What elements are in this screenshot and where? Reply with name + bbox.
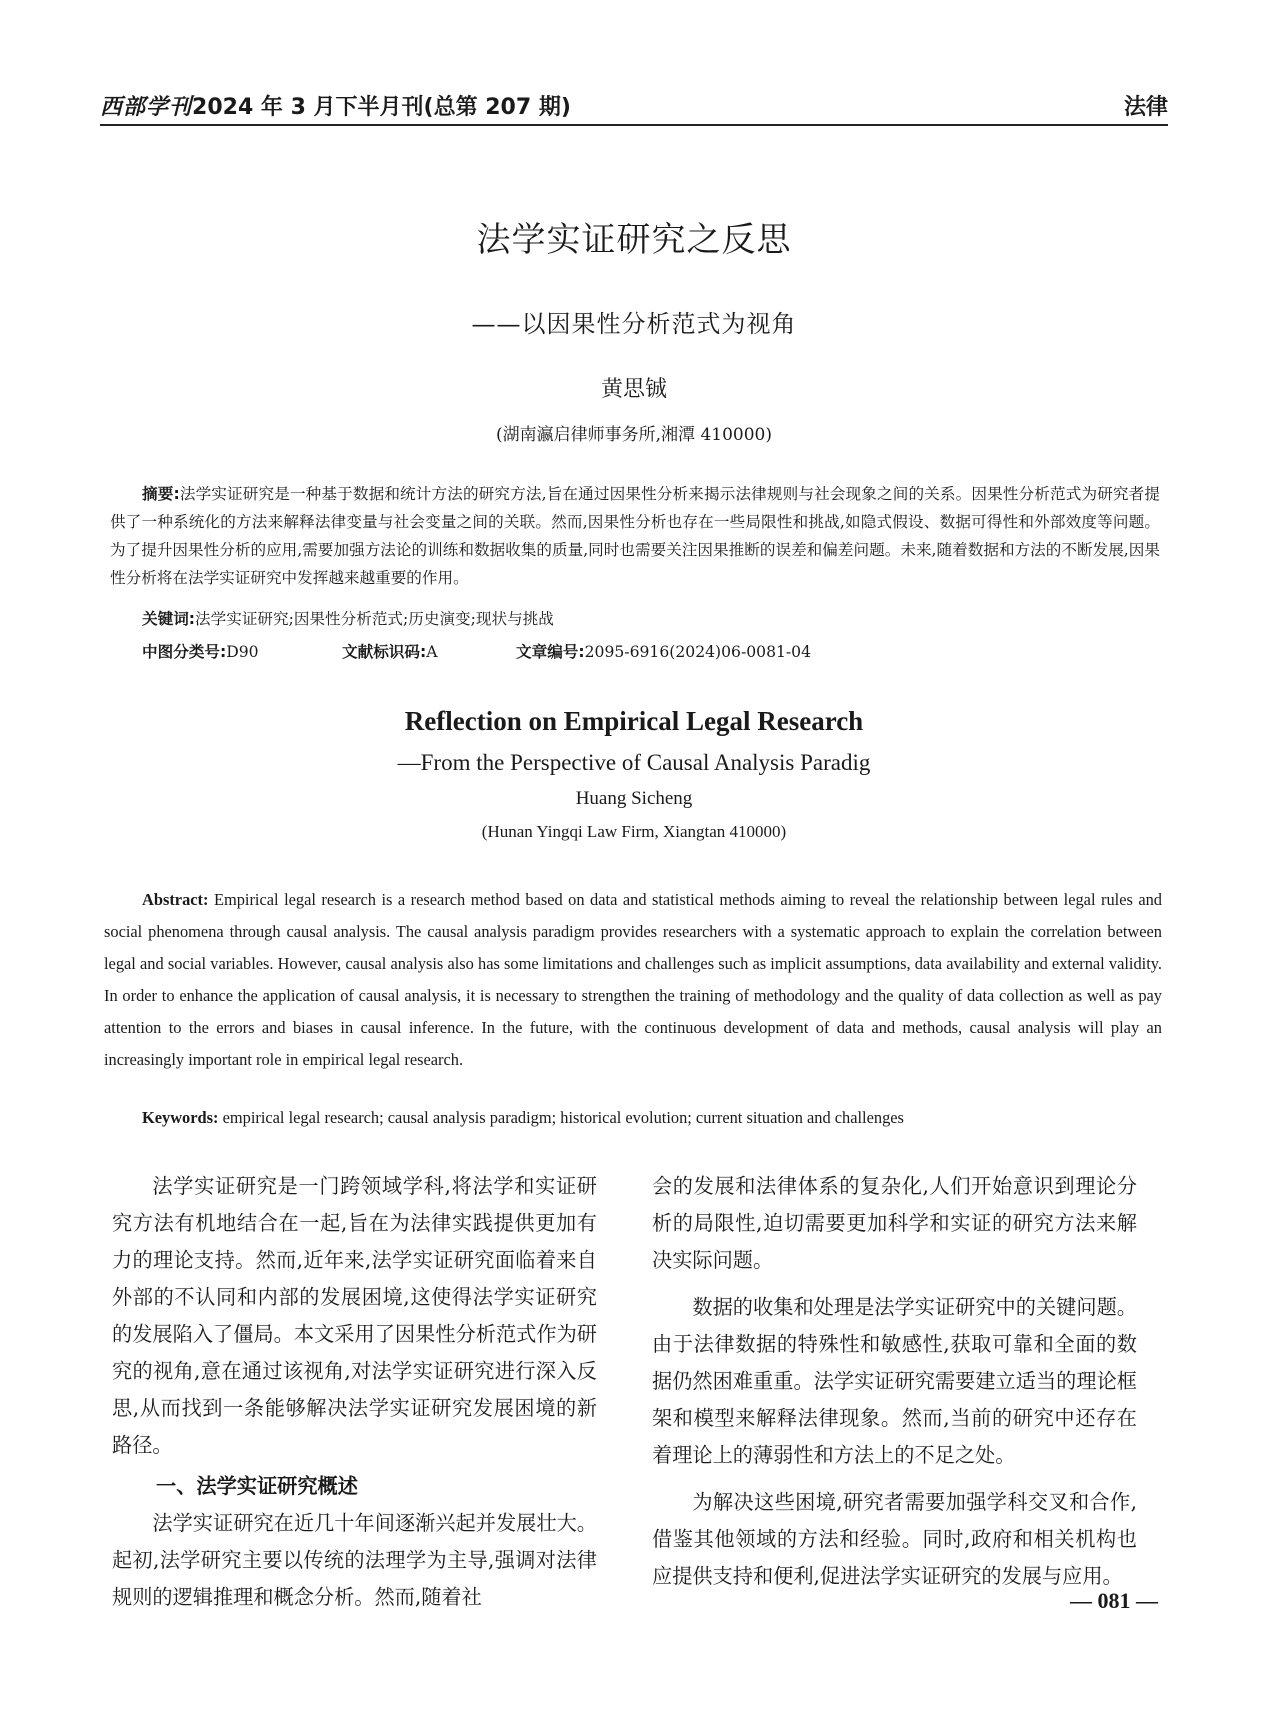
clc-label: 中图分类号: [142,643,227,661]
body-paragraph: 数据的收集和处理是法学实证研究中的关键问题。由于法律数据的特殊性和敏感性,获取可靠和全面的数据仍然困难重重。法学实证研究需要建立适当的理论框架和模型来解释法律现象。然而,当前的研究中还存在着理论上的薄弱性和方法上的不足之处。 [652,1295,1137,1467]
doc-code-value: A [426,643,438,661]
keywords-en [142,1108,904,1128]
abstract-cn-label: 摘要: [142,485,180,503]
section-name: 法律 [1123,95,1168,120]
body-paragraph: 法学实证研究在近几十年间逐渐兴起并发展壮大。起初,法学研究主要以传统的法理学为主导,强调对法律规则的逻辑推理和概念分析。然而,随着社 [112,1511,597,1609]
clc-number [142,640,259,662]
header-divider [100,124,1168,126]
article-number-label: 文章编号: [516,643,585,661]
body-paragraph: 法学实证研究是一门跨领域学科,将法学和实证研究方法有机地结合在一起,旨在为法律实践提供更加有力的理论支持。然而,近年来,法学实证研究面临着来自外部的不认同和内部的发展困境,这使得法学实证研究的发展陷入了僵局。本文采用了因果性分析范式作为研究的视角,意在通过该视角,对法学实证研究进行深入反思,从而找到一条能够解决法学实证研究发展困境的新路径。 [112,1174,597,1457]
author-name-en: Huang Sicheng [575,788,693,809]
article-title-en: Reflection on Empirical Legal Research [404,706,864,736]
doc-code-label: 文献标识码: [342,643,427,661]
section-heading: 一、法学实证研究概述 [156,1474,358,1498]
abstract-en-text: Empirical legal research is a research method based on data and statistical methods aiming to reveal the relationship between legal rules and social phenomena through causal analysis. The causal analysis paradigm provides researchers with a systematic approach to explain the correlation between legal and social variables. However, causal analysis also has some limitations and challenges such as implicit assumptions, data availability and external validity. In order to enhance the application of causal analysis, it is necessary to strengthen the training of methodology and the quality of data collection as well as pay attention to the errors and biases in causal inference. In the future, with the continuous development of data and methods, causal analysis will play an increasingly important role in empirical legal research. [104,890,1162,1069]
journal-issue [100,90,571,121]
body-paragraph: 为解决这些困境,研究者需要加强学科交叉和合作,借鉴其他领域的方法和经验。同时,政府和相关机构也应提供支持和便利,促进法学实证研究的发展与应用。 [652,1490,1137,1588]
clc-value: D90 [226,643,259,661]
journal-logo: 西部学刊 [100,95,193,120]
affiliation-en: (Hunan Yingqi Law Firm, Xiangtan 410000) [481,822,787,841]
abstract-cn [110,480,1160,592]
article-number [516,640,811,662]
page-number: — 081 — [1070,1588,1158,1613]
article-subtitle-cn: ——以因果性分析范式为视角 [471,310,797,338]
body-column-left [112,1168,597,1616]
keywords-en-text: empirical legal research; causal analysis paradigm; historical evolution; current situation and challenges [222,1108,904,1127]
abstract-en-label: Abstract: [142,890,209,909]
author-name-cn: 黄思铖 [600,377,667,402]
abstract-cn-text: 法学实证研究是一种基于数据和统计方法的研究方法,旨在通过因果性分析来揭示法律规则与社会现象之间的关系。因果性分析范式为研究者提供了一种系统化的方法来解释法律变量与社会变量之间的关联。然而,因果性分析也存在一些局限性和挑战,如隐式假设、数据可得性和外部效度等问题。为了提升因果性分析的应用,需要加强方法论的训练和数据收集的质量,同时也需要关注因果推断的误差和偏差问题。未来,随着数据和方法的不断发展,因果性分析将在法学实证研究中发挥越来越重要的作用。 [110,485,1160,587]
body-paragraph: 会的发展和法律体系的复杂化,人们开始意识到理论分析的局限性,迫切需要更加科学和实证的研究方法来解决实际问题。 [652,1174,1137,1272]
abstract-en [104,884,1162,1076]
keywords-en-label: Keywords: [142,1108,219,1127]
keywords-cn [142,607,554,629]
article-subtitle-en: —From the Perspective of Causal Analysis Paradig [397,750,871,775]
article-number-value: 2095-6916(2024)06-0081-04 [584,643,812,661]
issue-info: 2024 年 3 月下半月刊(总第 207 期) [192,95,571,120]
body-column-right [652,1168,1137,1595]
running-header [100,84,1168,124]
article-title-cn: 法学实证研究之反思 [476,220,792,260]
affiliation-cn: (湖南瀛启律师事务所,湘潭 410000) [496,425,772,445]
document-code [342,640,437,662]
keywords-cn-text: 法学实证研究;因果性分析范式;历史演变;现状与挑战 [195,610,554,628]
keywords-cn-label: 关键词: [142,610,196,628]
